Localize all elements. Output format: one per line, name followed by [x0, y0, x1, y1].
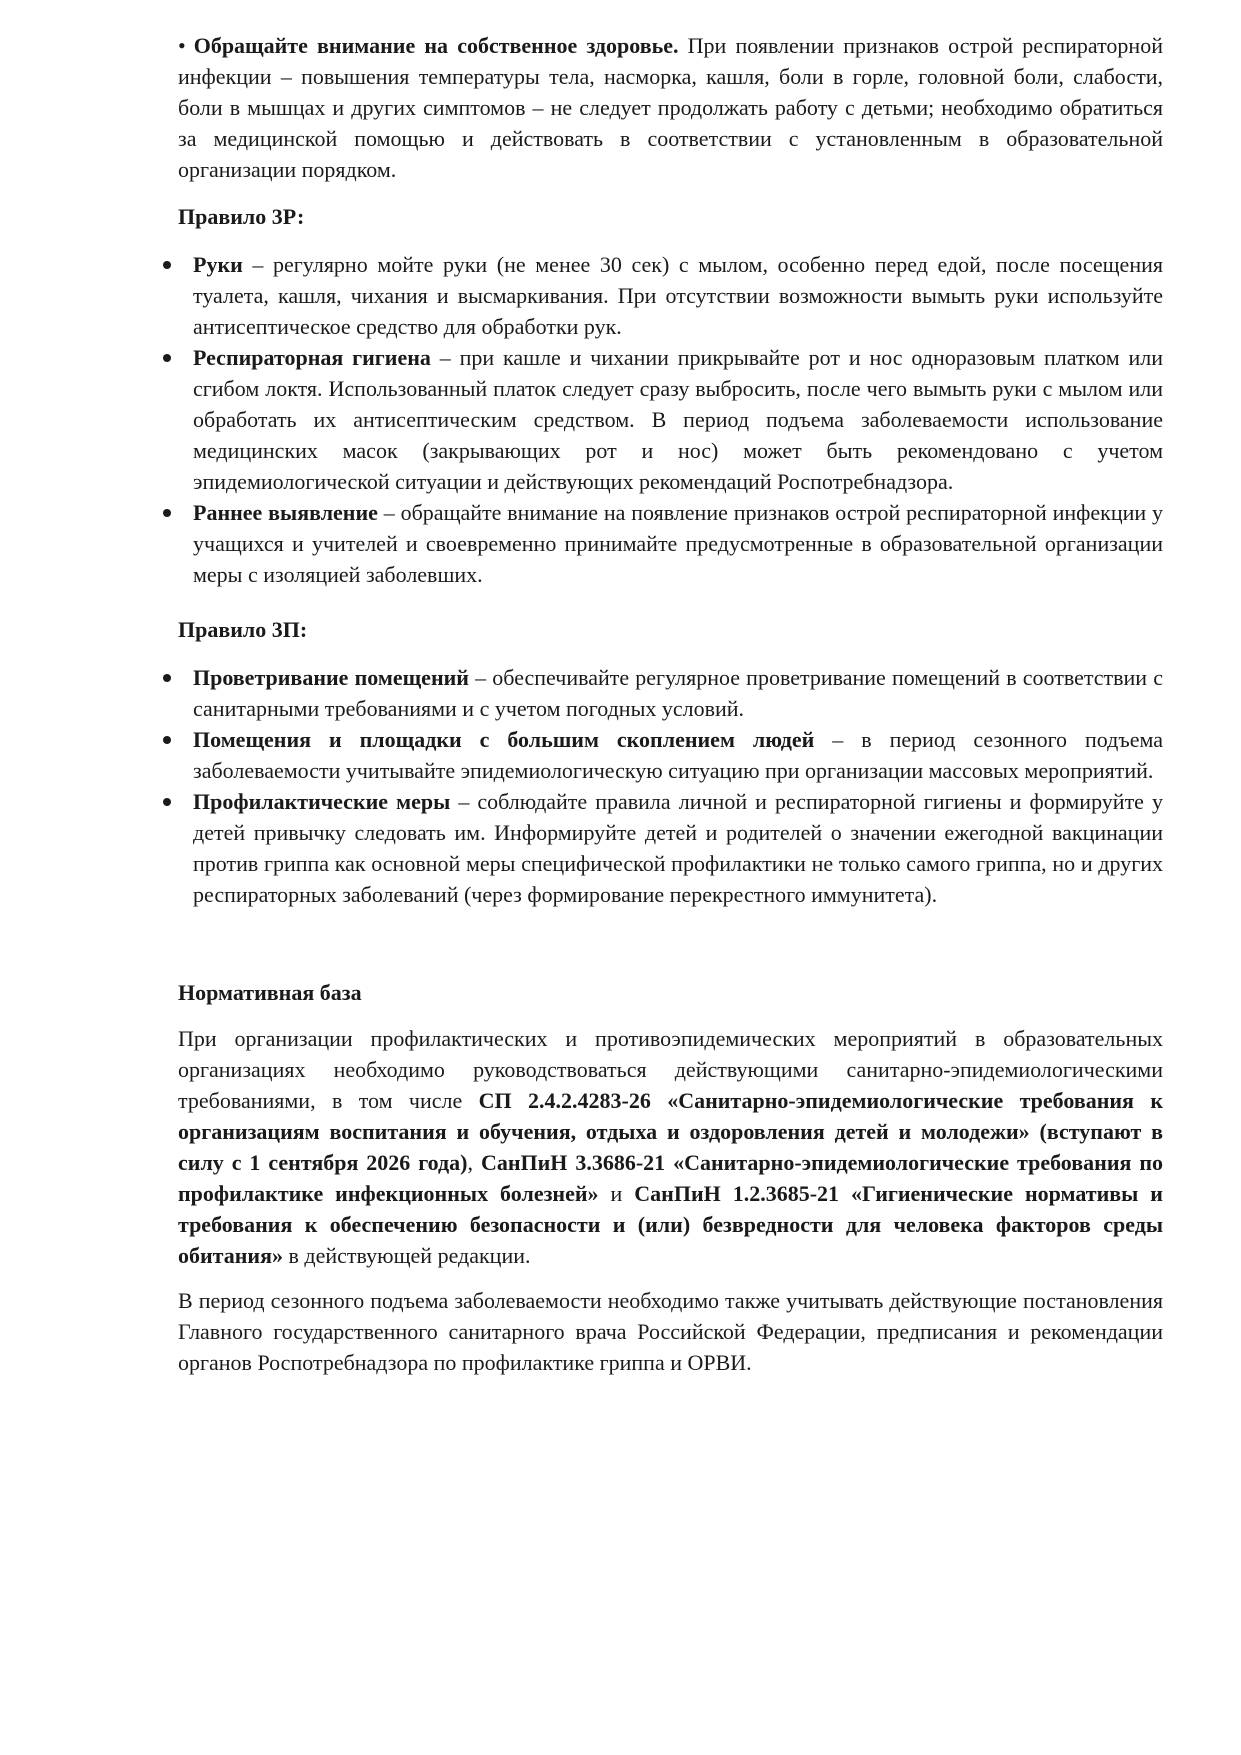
item-text: – при кашле и чихании прикрывайте рот и нос одноразовым платком или сгибом локтя. Использованный платок следует сразу выбросить, после чего вымыть руки с мылом или обработать их антисептическим средством. В период подъема заболеваемости использование медицинских масок (закрывающих рот и нос) может быть рекомендовано с учетом эпидемиологической ситуации и действующих рекомендаций Роспотребнадзора.	[193, 345, 1163, 494]
item-bold: Проветривание помещений	[193, 665, 469, 690]
item-bold: Респираторная гигиена	[193, 345, 431, 370]
bullet-icon	[163, 354, 171, 362]
list-item	[178, 249, 1163, 342]
document-page	[178, 30, 1163, 1378]
norm-text: ,	[467, 1150, 481, 1175]
norm-bold-sp: СП 2.4.2.4283-26 «Санитарно-эпидемиологические требования к организациям воспитания и обучения, отдыха и оздоровления детей и молодежи» (вступают в силу с 1 сентября 2026 года)	[178, 1088, 1163, 1175]
item-bold: Профилактические меры	[193, 789, 451, 814]
item-bold: Помещения и площадки с большим скоплением людей	[193, 727, 815, 752]
item-bold: Руки	[193, 252, 243, 277]
normative-paragraph-2: В период сезонного подъема заболеваемости необходимо также учитывать действующие постановления Главного государственного санитарного врача Российской Федерации, предписания и рекомендации органов Роспотребнадзора по профилактике гриппа и ОРВИ.	[178, 1288, 1163, 1375]
item-text: – в период сезонного подъема заболеваемости учитывайте эпидемиологическую ситуацию при организации массовых мероприятий.	[193, 727, 1164, 783]
list-item	[178, 497, 1163, 590]
norm-text: в действующей редакции.	[283, 1243, 531, 1268]
normative-paragraph-1	[178, 1023, 1163, 1271]
bullet-icon	[163, 798, 171, 806]
item-text: – обеспечивайте регулярное проветривание помещений в соответствии с санитарными требованиями и с учетом погодных условий.	[193, 665, 1163, 721]
normative-base-heading: Нормативная база	[178, 980, 362, 1005]
bullet-icon	[163, 674, 171, 682]
rule-3p-heading: Правило 3П:	[178, 617, 308, 642]
norm-text: При организации профилактических и противоэпидемических мероприятий в образовательных организациях необходимо руководствоваться действующими санитарно-эпидемиологическими требованиями, в том числе	[178, 1026, 1163, 1113]
list-item	[178, 662, 1163, 724]
bullet-icon	[163, 261, 171, 269]
item-bold: Раннее выявление	[193, 500, 378, 525]
item-text: – обращайте внимание на появление признаков острой респираторной инфекции у учащихся и учителей и своевременно принимайте предусмотренные в образовательной организации меры с изоляцией заболевших.	[193, 500, 1164, 587]
rule-3r-heading: Правило 3Р:	[178, 204, 305, 229]
rule-3r-list	[178, 249, 1163, 590]
bullet-icon	[163, 736, 171, 744]
list-item	[178, 786, 1163, 910]
list-item	[178, 342, 1163, 497]
bullet-icon	[163, 509, 171, 517]
rule-3p-list	[178, 662, 1163, 910]
list-item	[178, 724, 1163, 786]
intro-text: При появлении признаков острой респираторной инфекции – повышения температуры тела, насморка, кашля, боли в горле, головной боли, слабости, боли в мышцах и других симптомов – не следует продолжать работу с детьми; необходимо обратиться за медицинской помощью и действовать в соответствии с установленным в образовательной организации порядком.	[178, 33, 1163, 182]
intro-bold: Обращайте внимание на собственное здоровье.	[193, 33, 679, 58]
item-text: – соблюдайте правила личной и респираторной гигиены и формируйте у детей привычку следовать им. Информируйте детей и родителей о значении ежегодной вакцинации против гриппа как основной меры специфической профилактики не только самого гриппа, но и других респираторных заболеваний (через формирование перекрестного иммунитета).	[193, 789, 1163, 907]
bullet-icon: •	[178, 33, 186, 58]
norm-bold-sanpin-2: СанПиН 1.2.3685-21 «Гигиенические нормативы и требования к обеспечению безопасности и (или) безвредности для человека факторов среды обитания»	[178, 1181, 1163, 1268]
norm-text: и	[598, 1181, 635, 1206]
norm-bold-sanpin-1: СанПиН 3.3686-21 «Санитарно-эпидемиологические требования по профилактике инфекционных болезней»	[178, 1150, 1164, 1206]
intro-paragraph	[178, 30, 1163, 185]
item-text: – регулярно мойте руки (не менее 30 сек) с мылом, особенно перед едой, после посещения туалета, кашля, чихания и высмаркивания. При отсутствии возможности вымыть руки используйте антисептическое средство для обработки рук.	[193, 252, 1163, 339]
